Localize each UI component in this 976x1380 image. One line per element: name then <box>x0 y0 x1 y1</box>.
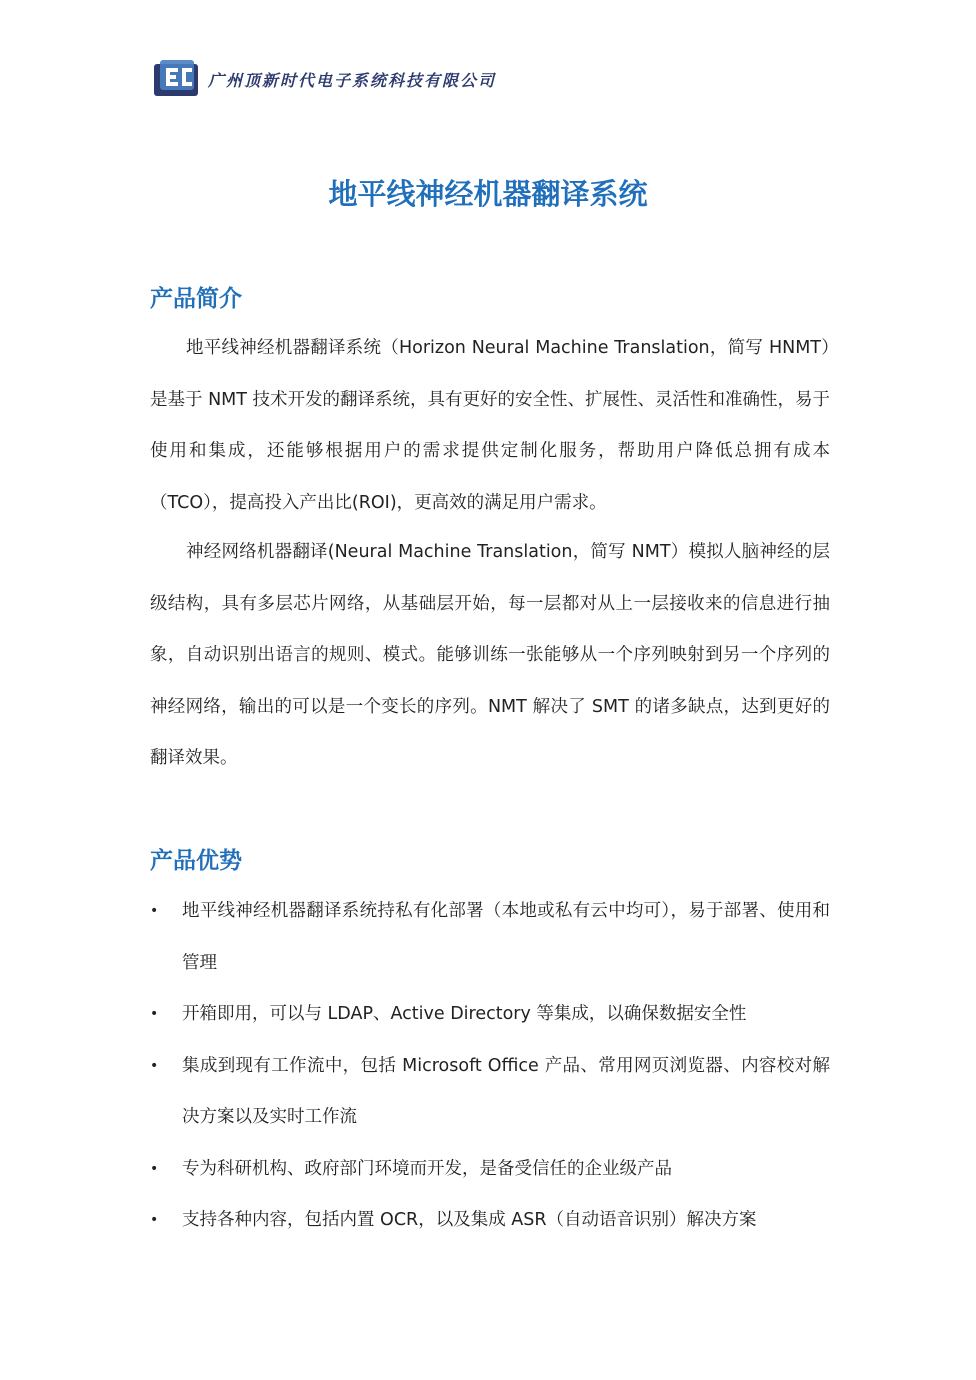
intro-paragraph: 神经网络机器翻译(Neural Machine Translation，简写 NMT）模拟人脑神经的层级结构，具有多层芯片网络，从基础层开始，每一层都对从上一层接收来的信息进行抽象，自动识别出语言的规则、模式。能够训练一张能够从一个序列映射到另一个序列的神经网络，输出的可以是一个变长的序列。NMT 解决了 SMT 的诸多缺点，达到更好的翻译效果。 <box>150 542 830 768</box>
bullet-icon: • <box>150 1057 159 1074</box>
intro-paragraph: 地平线神经机器翻译系统（Horizon Neural Machine Translation，简写 HNMT）是基于 NMT 技术开发的翻译系统，具有更好的安全性、扩展性、灵活性和准确性，易于使用和集成，还能够根据用户的需求提供定制化服务，帮助用户降低总拥有成本（TCO），提高投入产出比(ROI)，更高效的满足用户需求。 <box>150 338 831 513</box>
list-item-text: 集成到现有工作流中，包括 Microsoft Office 产品、常用网页浏览器、内容校对解决方案以及实时工作流 <box>182 1055 830 1127</box>
advantages-list <box>150 886 830 1247</box>
list-item <box>150 989 830 1041</box>
list-item <box>150 1195 830 1247</box>
list-item-text: 专为科研机构、政府部门环境而开发，是备受信任的企业级产品 <box>182 1158 672 1179</box>
bullet-icon: • <box>150 903 159 919</box>
bullet-icon: • <box>150 1212 159 1228</box>
section-heading-intro: 产品简介 <box>150 286 242 312</box>
document-title: 地平线神经机器翻译系统 <box>328 177 648 211</box>
company-logo-icon <box>152 58 202 100</box>
list-item-text: 开箱即用，可以与 LDAP、Active Directory 等集成，以确保数据安全性 <box>182 1004 747 1024</box>
list-item-text: 支持各种内容，包括内置 OCR，以及集成 ASR（自动语音识别）解决方案 <box>182 1210 757 1230</box>
list-item <box>150 1144 830 1196</box>
page-header <box>152 58 496 100</box>
company-name: 广州顶新时代电子系统科技有限公司 <box>208 70 497 90</box>
bullet-icon: • <box>150 1160 159 1177</box>
list-item <box>150 1041 830 1144</box>
list-item <box>150 886 830 989</box>
list-item-text: 地平线神经机器翻译系统持私有化部署（本地或私有云中均可），易于部署、使用和管理 <box>182 901 830 973</box>
bullet-icon: • <box>150 1006 159 1022</box>
section-heading-advantages: 产品优势 <box>150 848 242 874</box>
